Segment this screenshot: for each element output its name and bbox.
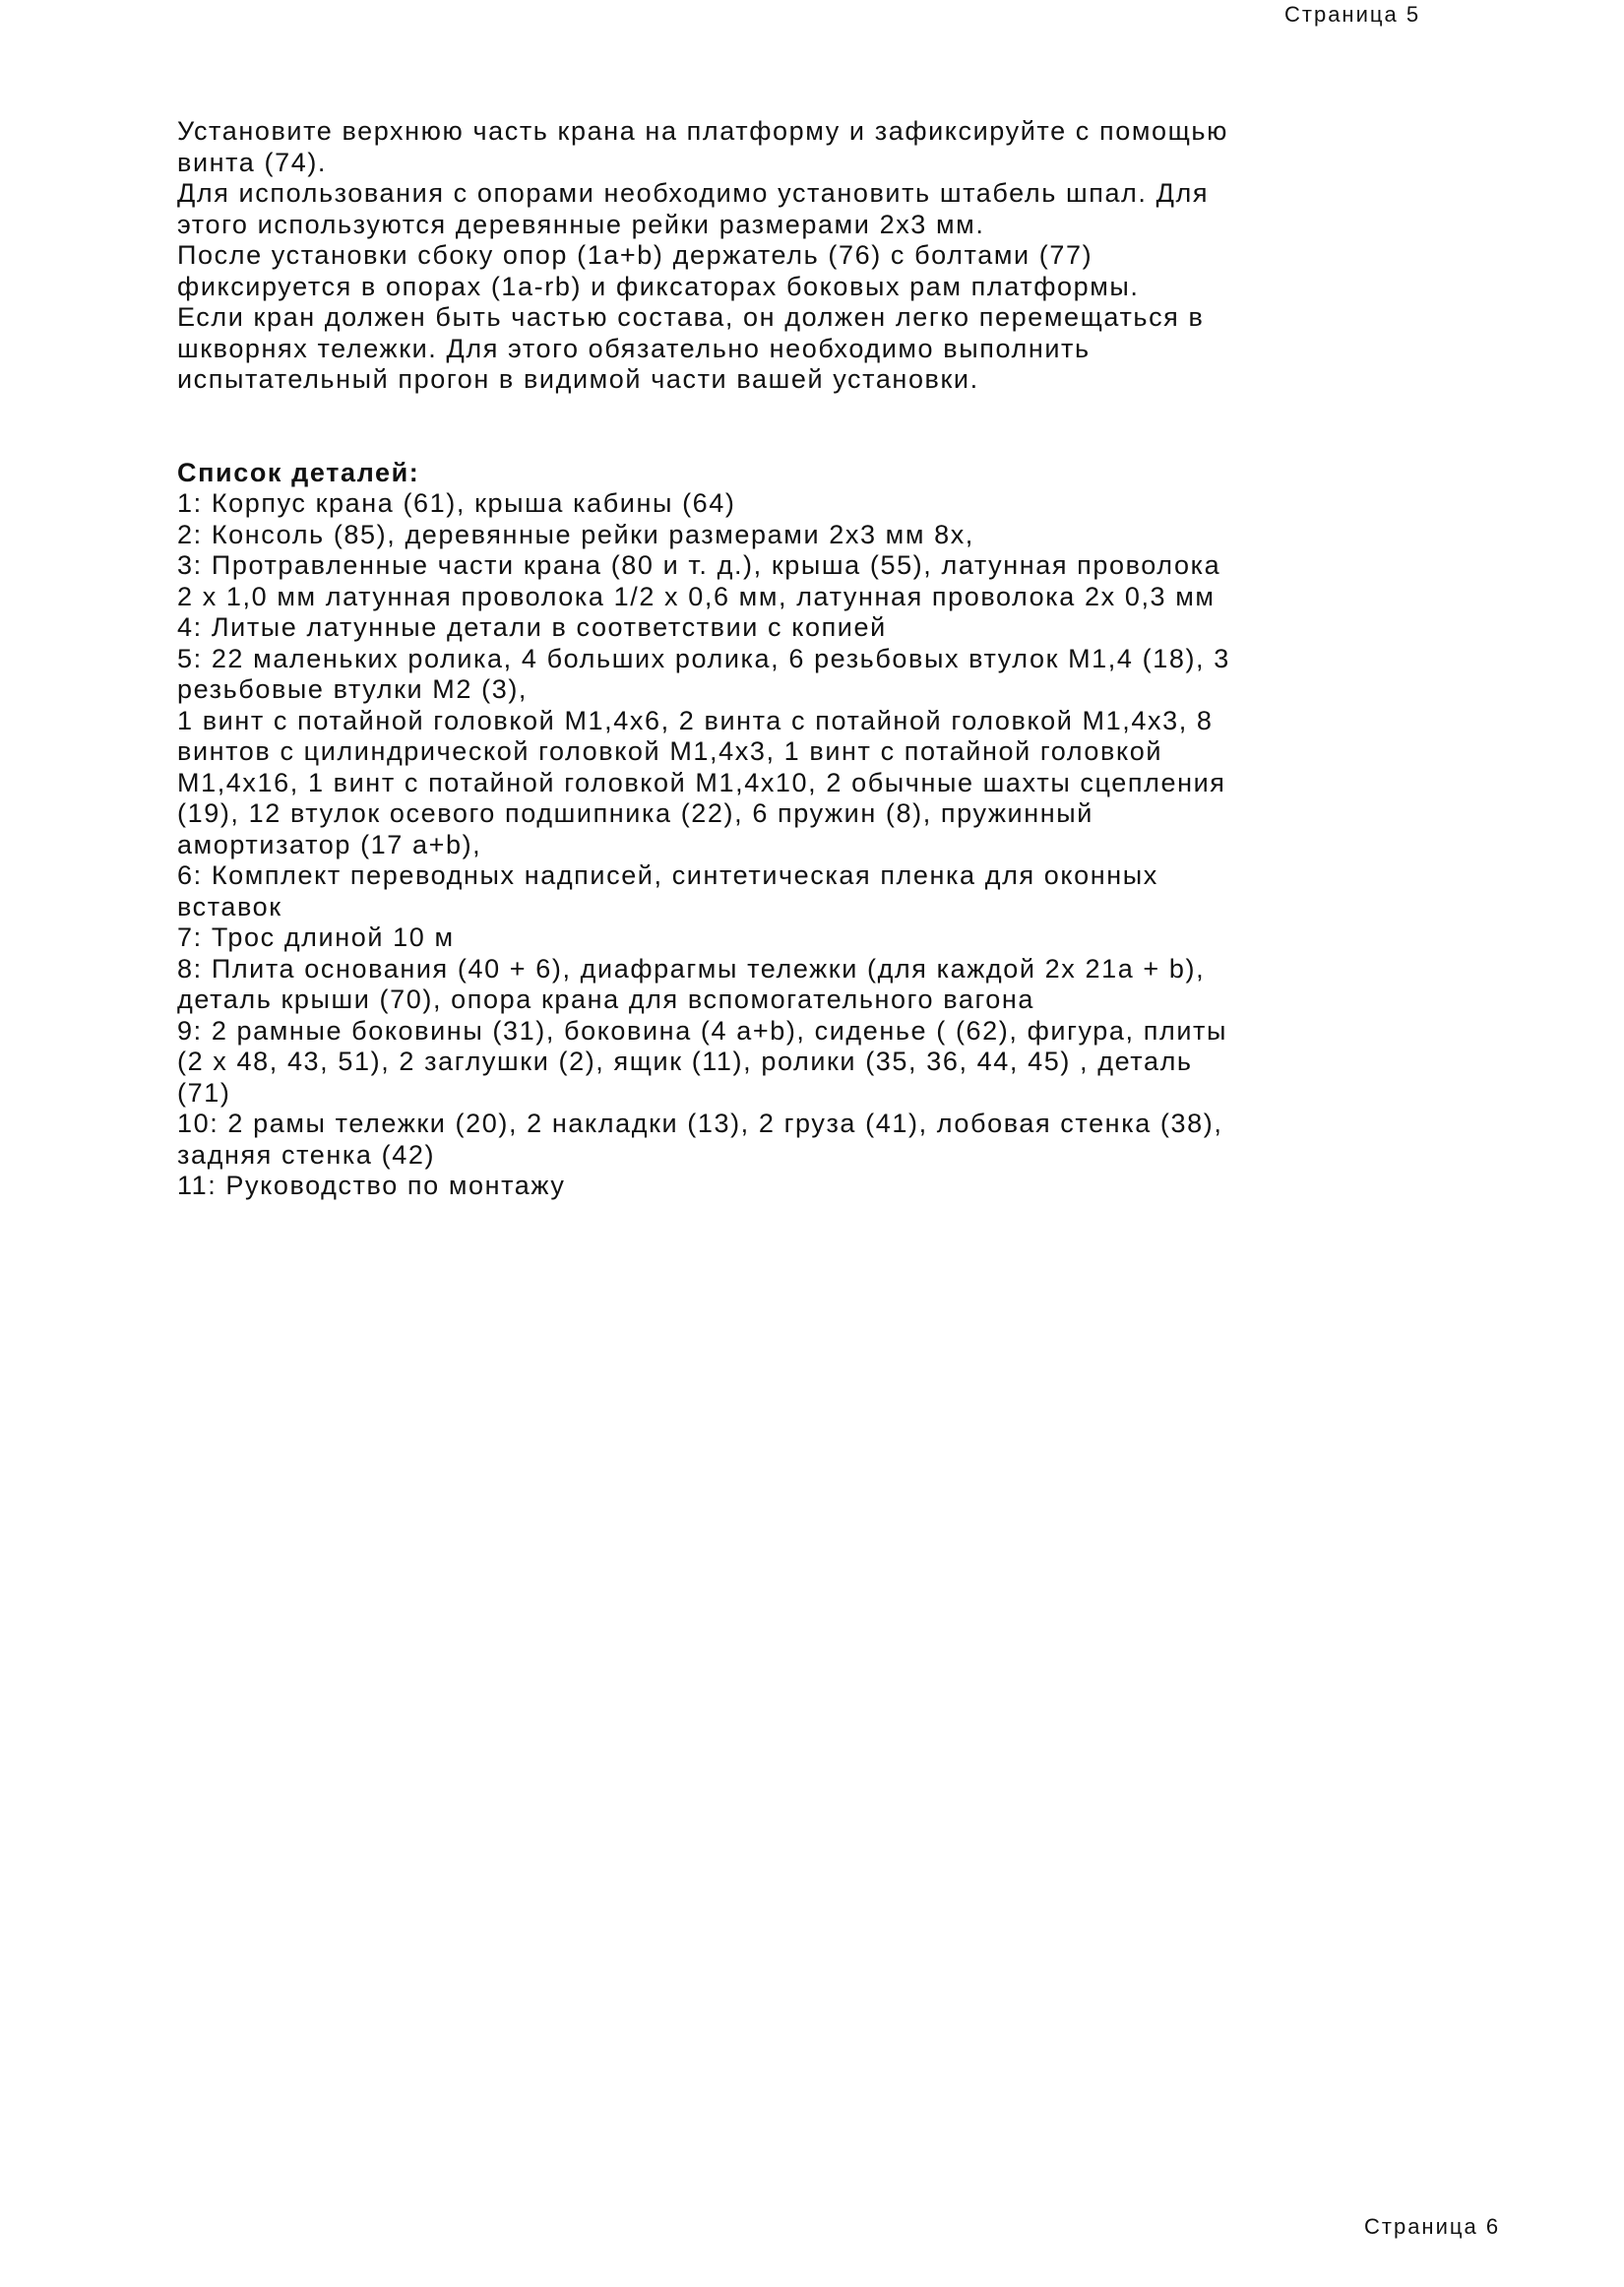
assembly-instructions [177, 116, 1398, 396]
page-number-header: Страница 5 [1284, 2, 1421, 27]
parts-list-line: 5: 22 маленьких ролика, 4 больших ролика, 6 резьбовых втулок M1,4 (18), 3 [177, 643, 1230, 673]
parts-list-line: 2 x 1,0 мм латунная проволока 1/2 x 0,6 мм, латунная проволока 2x 0,3 мм [177, 581, 1216, 611]
instruction-line: этого используются деревянные рейки размерами 2x3 мм. [177, 209, 985, 239]
parts-list-line: винтов с цилиндрической головкой M1,4x3, 1 винт с потайной головкой [177, 736, 1163, 766]
parts-list-line: резьбовые втулки M2 (3), [177, 674, 529, 704]
parts-list-line: амортизатор (17 a+b), [177, 829, 482, 859]
parts-list-heading: Список деталей: [177, 457, 420, 487]
instruction-line: Если кран должен быть частью состава, он должен легко перемещаться в [177, 302, 1205, 332]
parts-list-line: 8: Плита основания (40 + 6), диафрагмы тележки (для каждой 2x 21a + b), [177, 953, 1206, 984]
instruction-line: После установки сбоку опор (1a+b) держатель (76) с болтами (77) [177, 240, 1093, 270]
parts-list-line: 9: 2 рамные боковины (31), боковина (4 a+b), сиденье ( (62), фигура, плиты [177, 1015, 1227, 1046]
instruction-line: испытательный прогон в видимой части вашей установки. [177, 364, 979, 394]
parts-list-line: (71) [177, 1077, 231, 1108]
parts-list-line: 11: Руководство по монтажу [177, 1171, 566, 1200]
parts-list-line: 3: Протравленные части крана (80 и т. д.), крыша (55), латунная проволока [177, 550, 1221, 580]
parts-list-section [177, 458, 1398, 1202]
parts-list-line: 2: Консоль (85), деревянные рейки размерами 2x3 мм 8x, [177, 519, 974, 549]
parts-list-line: M1,4x16, 1 винт с потайной головкой M1,4x10, 2 обычные шахты сцепления [177, 767, 1226, 797]
instruction-line: фиксируется в опорах (1a-rb) и фиксаторах боковых рам платформы. [177, 271, 1140, 301]
instruction-line: шкворнях тележки. Для этого обязательно необходимо выполнить [177, 333, 1091, 363]
parts-list-line: (2 x 48, 43, 51), 2 заглушки (2), ящик (11), ролики (35, 36, 44, 45) , деталь [177, 1047, 1193, 1076]
parts-list-line: 7: Трос длиной 10 м [177, 922, 455, 952]
page-number-footer: Страница 6 [1364, 2214, 1501, 2239]
parts-list-line: задняя стенка (42) [177, 1139, 436, 1170]
document-body [177, 116, 1398, 1202]
instruction-line: Установите верхнюю часть крана на платформу и зафиксируйте с помощью [177, 116, 1228, 146]
parts-list-line: 4: Литые латунные детали в соответствии с копией [177, 612, 887, 642]
parts-list-line: 6: Комплект переводных надписей, синтетическая пленка для оконных [177, 860, 1158, 890]
parts-list-line: 1: Корпус крана (61), крыша кабины (64) [177, 488, 736, 518]
parts-list [177, 488, 1398, 1202]
instruction-line: Для использования с опорами необходимо установить штабель шпал. Для [177, 178, 1210, 208]
parts-list-line: (19), 12 втулок осевого подшипника (22), 6 пружин (8), пружинный [177, 798, 1093, 828]
parts-list-line: вставок [177, 891, 282, 921]
parts-list-line: деталь крыши (70), опора крана для вспомогательного вагона [177, 985, 1035, 1014]
instruction-line: винта (74). [177, 147, 328, 177]
parts-list-line: 10: 2 рамы тележки (20), 2 накладки (13), 2 груза (41), лобовая стенка (38), [177, 1109, 1223, 1138]
parts-list-line: 1 винт с потайной головкой M1,4x6, 2 винта с потайной головкой M1,4x3, 8 [177, 705, 1214, 735]
